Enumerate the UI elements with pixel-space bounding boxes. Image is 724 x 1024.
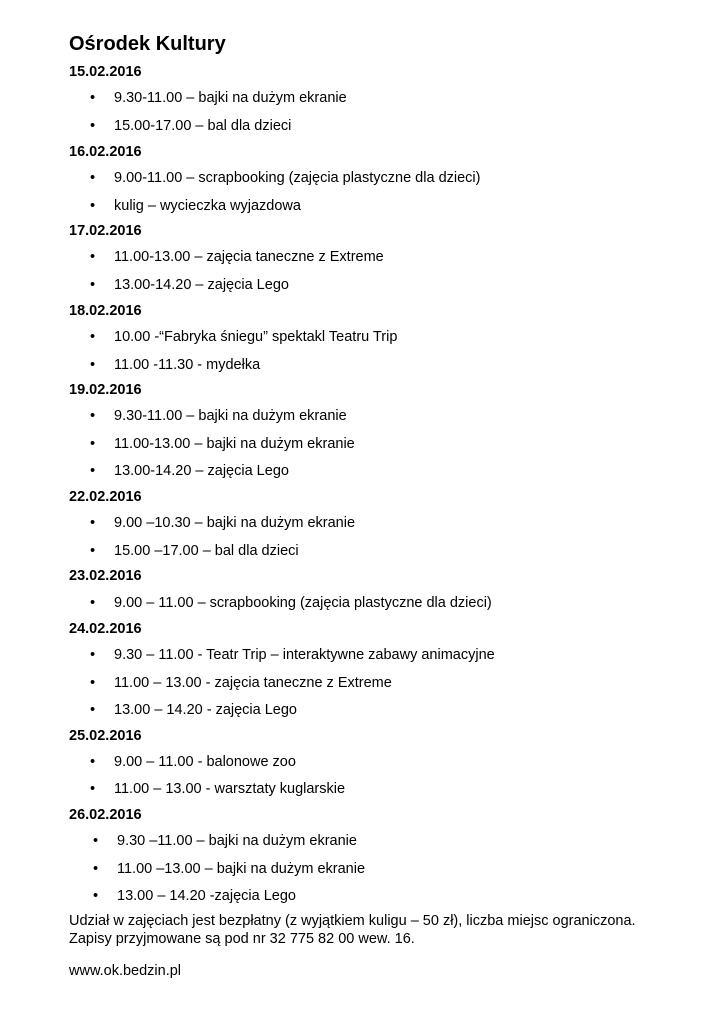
bullet-icon: •: [93, 861, 99, 877]
footer-note-line-1: Udział w zajęciach jest bezpłatny (z wyjątkiem kuligu – 50 zł), liczba miejsc ograniczona.: [69, 913, 636, 929]
schedule-date: 23.02.2016: [69, 568, 142, 584]
bullet-icon: •: [93, 833, 99, 849]
schedule-item: 9.30 – 11.00 - Teatr Trip – interaktywne zabawy animacyjne: [114, 647, 495, 663]
bullet-icon: •: [90, 675, 96, 691]
bullet-icon: •: [90, 249, 96, 265]
schedule-item: 9.00-11.00 – scrapbooking (zajęcia plastyczne dla dzieci): [114, 170, 481, 186]
schedule-date: 15.02.2016: [69, 64, 142, 80]
bullet-icon: •: [90, 277, 96, 293]
schedule-item: 13.00 – 14.20 -zajęcia Lego: [117, 888, 296, 904]
page-title: Ośrodek Kultury: [69, 33, 226, 55]
schedule-item: 9.30 –11.00 – bajki na dużym ekranie: [117, 833, 357, 849]
bullet-icon: •: [90, 118, 96, 134]
bullet-icon: •: [90, 543, 96, 559]
bullet-icon: •: [90, 595, 96, 611]
schedule-item: 11.00 –13.00 – bajki na dużym ekranie: [117, 861, 366, 877]
schedule-date: 18.02.2016: [69, 303, 142, 319]
bullet-icon: •: [90, 436, 96, 452]
schedule-item: kulig – wycieczka wyjazdowa: [114, 198, 301, 214]
bullet-icon: •: [90, 463, 96, 479]
schedule-date: 16.02.2016: [69, 144, 142, 160]
schedule-item: 11.00 – 13.00 - warsztaty kuglarskie: [114, 781, 346, 797]
bullet-icon: •: [90, 329, 96, 345]
schedule-date: 22.02.2016: [69, 489, 142, 505]
schedule-item: 9.00 –10.30 – bajki na dużym ekranie: [114, 515, 356, 531]
bullet-icon: •: [90, 647, 96, 663]
schedule-item: 9.00 – 11.00 – scrapbooking (zajęcia plastyczne dla dzieci): [114, 595, 492, 611]
schedule-item: 13.00-14.20 – zajęcia Lego: [114, 463, 289, 479]
schedule-date: 17.02.2016: [69, 223, 142, 239]
bullet-icon: •: [90, 170, 96, 186]
schedule-item: 11.00-13.00 – zajęcia taneczne z Extreme: [114, 249, 384, 265]
schedule-item: 11.00-13.00 – bajki na dużym ekranie: [114, 436, 355, 452]
footer-note-line-2: Zapisy przyjmowane są pod nr 32 775 82 00 wew. 16.: [69, 931, 415, 947]
schedule-date: 26.02.2016: [69, 807, 142, 823]
schedule-item: 13.00-14.20 – zajęcia Lego: [114, 277, 289, 293]
schedule-item: 10.00 -“Fabryka śniegu” spektakl Teatru Trip: [114, 329, 398, 345]
schedule-item: 11.00 -11.30 - mydełka: [114, 357, 261, 373]
bullet-icon: •: [90, 357, 96, 373]
schedule-date: 25.02.2016: [69, 728, 142, 744]
bullet-icon: •: [90, 781, 96, 797]
bullet-icon: •: [90, 198, 96, 214]
schedule-date: 24.02.2016: [69, 621, 142, 637]
schedule-item: 13.00 – 14.20 - zajęcia Lego: [114, 702, 297, 718]
schedule-item: 9.30-11.00 – bajki na dużym ekranie: [114, 90, 347, 106]
bullet-icon: •: [90, 90, 96, 106]
bullet-icon: •: [90, 408, 96, 424]
bullet-icon: •: [90, 515, 96, 531]
schedule-item: 9.30-11.00 – bajki na dużym ekranie: [114, 408, 347, 424]
schedule-item: 15.00-17.00 – bal dla dzieci: [114, 118, 292, 134]
schedule-item: 11.00 – 13.00 - zajęcia taneczne z Extreme: [114, 675, 392, 691]
bullet-icon: •: [90, 754, 96, 770]
schedule-item: 9.00 – 11.00 - balonowe zoo: [114, 754, 296, 770]
bullet-icon: •: [93, 888, 99, 904]
website-link[interactable]: www.ok.bedzin.pl: [69, 963, 182, 979]
schedule-date: 19.02.2016: [69, 382, 142, 398]
schedule-item: 15.00 –17.00 – bal dla dzieci: [114, 543, 299, 559]
bullet-icon: •: [90, 702, 96, 718]
